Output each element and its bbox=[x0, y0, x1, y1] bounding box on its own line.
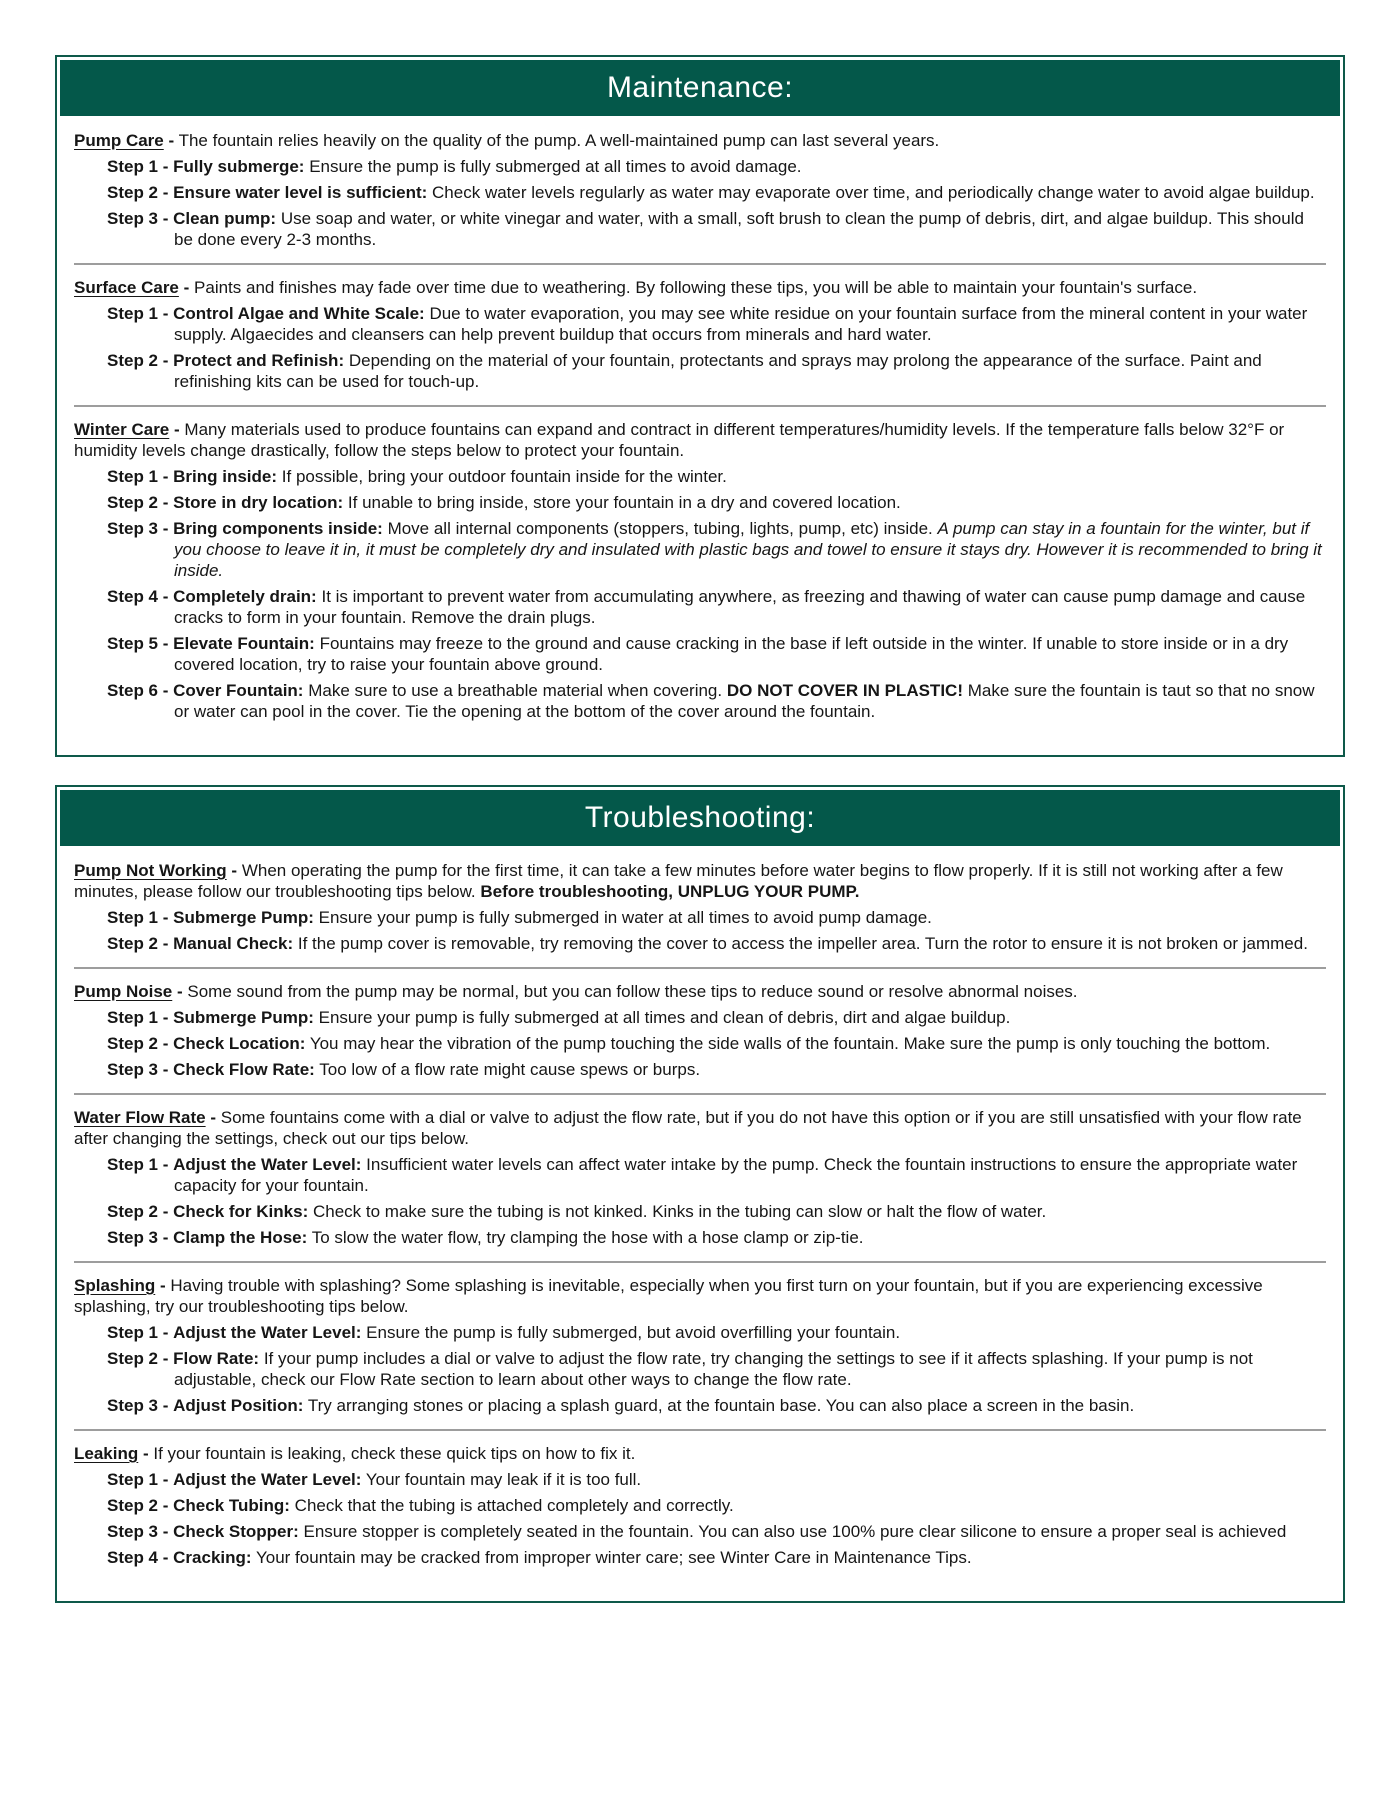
step-number: Step 4 - bbox=[107, 587, 169, 606]
step bbox=[74, 633, 1326, 675]
step-text: Ensure stopper is completely seated in the fountain. You can also use 100% pure clear silicone to ensure a proper seal is achieved bbox=[303, 1522, 1287, 1541]
troubleshooting-title: Troubleshooting: bbox=[584, 801, 816, 834]
step-text: Ensure the pump is fully submerged at all times to avoid damage. bbox=[309, 157, 802, 176]
step-text-italic: A pump can stay in a fountain for the winter, but if you choose to leave it in, it must be completely dry and insulated with plastic bags and towel to ensure it stays dry. However it is recommended to bring it inside. bbox=[174, 519, 1322, 580]
step bbox=[74, 303, 1326, 345]
step-text: Insufficient water levels can affect water intake by the pump. Check the fountain instructions to ensure the appropriate water capacity for your fountain. bbox=[174, 1155, 1298, 1195]
step-number: Step 1 - bbox=[107, 304, 169, 323]
step-text: If your pump includes a dial or valve to adjust the flow rate, try changing the settings to see if it affects splashing. If your pump is not adjustable, check our Flow Rate section to learn about other ways to change the flow rate. bbox=[174, 1349, 1253, 1389]
step bbox=[74, 1521, 1326, 1542]
step-label: Adjust the Water Level: bbox=[173, 1470, 362, 1489]
group-intro bbox=[74, 277, 1326, 298]
divider bbox=[74, 263, 1326, 265]
heading-separator: - bbox=[176, 982, 183, 1001]
step bbox=[74, 933, 1326, 954]
step-text: Due to water evaporation, you may see white residue on your fountain surface from the mineral content in your water supply. Algaecides and cleansers can help prevent buildup that occurs from minerals and hard water. bbox=[174, 304, 1308, 344]
step-text-continued: Make sure the fountain is taut so that no snow or water can pool in the cover. Tie the opening at the bottom of the cover around the fountain. bbox=[174, 681, 1315, 721]
troubleshooting-panel bbox=[55, 785, 1345, 1603]
group-intro bbox=[74, 1275, 1326, 1317]
step-number: Step 2 - bbox=[107, 493, 169, 512]
step-label: Completely drain: bbox=[173, 587, 317, 606]
maintenance-title: Maintenance: bbox=[606, 71, 794, 104]
step-number: Step 2 - bbox=[107, 351, 169, 370]
step-label: Check Flow Rate: bbox=[173, 1060, 315, 1079]
group-winter-care bbox=[74, 419, 1326, 722]
group-intro bbox=[74, 130, 1326, 151]
step-text: To slow the water flow, try clamping the hose with a hose clamp or zip-tie. bbox=[311, 1228, 864, 1247]
step bbox=[74, 1007, 1326, 1028]
group-intro bbox=[74, 1443, 1326, 1464]
maintenance-header-bar bbox=[60, 60, 1340, 116]
step-label: Cover Fountain: bbox=[173, 681, 304, 700]
step-text: Ensure your pump is fully submerged in water at all times to avoid pump damage. bbox=[318, 908, 932, 927]
step-label: Check for Kinks: bbox=[173, 1202, 309, 1221]
step-number: Step 2 - bbox=[107, 1034, 169, 1053]
step-text: Check to make sure the tubing is not kinked. Kinks in the tubing can slow or halt the flow of water. bbox=[312, 1202, 1047, 1221]
step bbox=[74, 1547, 1326, 1568]
step-label: Check Stopper: bbox=[173, 1522, 299, 1541]
step-label: Adjust Position: bbox=[173, 1396, 304, 1415]
step-label: Submerge Pump: bbox=[173, 908, 314, 927]
step-text: Move all internal components (stoppers, tubing, lights, pump, etc) inside. bbox=[387, 519, 933, 538]
group-pump-not-working bbox=[74, 860, 1326, 954]
step-label: Check Location: bbox=[173, 1034, 306, 1053]
step bbox=[74, 1469, 1326, 1490]
step-number: Step 3 - bbox=[107, 1060, 169, 1079]
step-text: Ensure your pump is fully submerged at all times and clean of debris, dirt and algae buildup. bbox=[318, 1008, 1011, 1027]
step-number: Step 3 - bbox=[107, 209, 169, 228]
group-intro-text: When operating the pump for the first time, it can take a few minutes before water begins to flow properly. If it is still not working after a few minutes, please follow our troubleshooting tips below. bbox=[74, 861, 1283, 901]
step bbox=[74, 1322, 1326, 1343]
step-text: Check that the tubing is attached completely and correctly. bbox=[294, 1496, 734, 1515]
group-water-flow-rate bbox=[74, 1107, 1326, 1248]
group-splashing bbox=[74, 1275, 1326, 1416]
step-label: Flow Rate: bbox=[173, 1349, 260, 1368]
group-heading: Water Flow Rate bbox=[74, 1108, 206, 1127]
group-intro-bold: Before troubleshooting, UNPLUG YOUR PUMP. bbox=[480, 882, 860, 901]
step bbox=[74, 907, 1326, 928]
step-label: Adjust the Water Level: bbox=[173, 1155, 362, 1174]
group-intro-text: The fountain relies heavily on the quality of the pump. A well-maintained pump can last several years. bbox=[178, 131, 940, 150]
step-text: Too low of a flow rate might cause spews or burps. bbox=[319, 1060, 701, 1079]
step-number: Step 1 - bbox=[107, 1323, 169, 1342]
heading-separator: - bbox=[183, 278, 190, 297]
step-number: Step 2 - bbox=[107, 1496, 169, 1515]
step bbox=[74, 518, 1326, 581]
step-number: Step 5 - bbox=[107, 634, 169, 653]
step bbox=[74, 1395, 1326, 1416]
step bbox=[74, 586, 1326, 628]
step-number: Step 1 - bbox=[107, 1155, 169, 1174]
step-label: Adjust the Water Level: bbox=[173, 1323, 362, 1342]
step bbox=[74, 1059, 1326, 1080]
step-text: Try arranging stones or placing a splash guard, at the fountain base. You can also place a screen in the basin. bbox=[307, 1396, 1135, 1415]
group-intro bbox=[74, 981, 1326, 1002]
heading-separator: - bbox=[159, 1276, 166, 1295]
step-text: Use soap and water, or white vinegar and water, with a small, soft brush to clean the pump of debris, dirt, and algae buildup. This should be done every 2-3 months. bbox=[174, 209, 1304, 249]
step-number: Step 3 - bbox=[107, 1522, 169, 1541]
step-label: Protect and Refinish: bbox=[173, 351, 345, 370]
step-number: Step 4 - bbox=[107, 1548, 169, 1567]
divider bbox=[74, 1429, 1326, 1431]
step-label: Check Tubing: bbox=[173, 1496, 290, 1515]
step bbox=[74, 1495, 1326, 1516]
divider bbox=[74, 1093, 1326, 1095]
heading-separator: - bbox=[168, 131, 175, 150]
group-heading: Leaking bbox=[74, 1444, 139, 1463]
step-text: If unable to bring inside, store your fountain in a dry and covered location. bbox=[347, 493, 901, 512]
step-label: Store in dry location: bbox=[173, 493, 344, 512]
step-number: Step 6 - bbox=[107, 681, 169, 700]
step bbox=[74, 208, 1326, 250]
step-number: Step 1 - bbox=[107, 467, 169, 486]
step-text: It is important to prevent water from accumulating anywhere, as freezing and thawing of water can cause pump damage and cause cracks to form in your fountain. Remove the drain plugs. bbox=[174, 587, 1306, 627]
step-label: Bring components inside: bbox=[173, 519, 383, 538]
step-text: Depending on the material of your fountain, protectants and sprays may prolong the appearance of the surface. Paint and refinishing kits can be used for touch-up. bbox=[174, 351, 1262, 391]
heading-separator: - bbox=[174, 420, 180, 439]
group-heading: Pump Care bbox=[74, 131, 164, 150]
group-intro-text: Having trouble with splashing? Some splashing is inevitable, especially when you first turn on your fountain, but if you are experiencing excessive splashing, try our troubleshooting tips below. bbox=[74, 1276, 1263, 1316]
heading-separator: - bbox=[142, 1444, 149, 1463]
step bbox=[74, 492, 1326, 513]
step-number: Step 1 - bbox=[107, 1470, 169, 1489]
step bbox=[74, 1227, 1326, 1248]
group-leaking bbox=[74, 1443, 1326, 1568]
step-text: Your fountain may be cracked from improper winter care; see Winter Care in Maintenance Tips. bbox=[255, 1548, 972, 1567]
group-heading: Winter Care bbox=[74, 420, 170, 439]
step-label: Bring inside: bbox=[173, 467, 278, 486]
heading-separator: - bbox=[231, 861, 238, 880]
step-label: Ensure water level is sufficient: bbox=[173, 183, 428, 202]
step-text: Check water levels regularly as water may evaporate over time, and periodically change water to avoid algae buildup. bbox=[432, 183, 1315, 202]
step-label: Manual Check: bbox=[173, 934, 294, 953]
step-number: Step 2 - bbox=[107, 183, 169, 202]
group-heading: Surface Care bbox=[74, 278, 179, 297]
step bbox=[74, 1033, 1326, 1054]
step bbox=[74, 156, 1326, 177]
troubleshooting-content bbox=[60, 846, 1340, 1598]
step-text: You may hear the vibration of the pump touching the side walls of the fountain. Make sure the pump is only touching the bottom. bbox=[309, 1034, 1271, 1053]
group-intro bbox=[74, 860, 1326, 902]
troubleshooting-header-bar bbox=[60, 790, 1340, 846]
group-heading: Splashing bbox=[74, 1276, 156, 1295]
step bbox=[74, 466, 1326, 487]
step-text-bold: DO NOT COVER IN PLASTIC! bbox=[726, 681, 963, 700]
group-intro-text: Some fountains come with a dial or valve to adjust the flow rate, but if you do not have this option or if you are still unsatisfied with your flow rate after changing the settings, check out our tips below. bbox=[74, 1108, 1302, 1148]
step-text: Fountains may freeze to the ground and cause cracking in the base if left outside in the winter. If unable to store inside or in a dry covered location, try to raise your fountain above ground. bbox=[174, 634, 1289, 674]
group-pump-care bbox=[74, 130, 1326, 250]
step bbox=[74, 1348, 1326, 1390]
step-number: Step 1 - bbox=[107, 908, 169, 927]
step-text: If the pump cover is removable, try removing the cover to access the impeller area. Turn the rotor to ensure it is not broken or jammed. bbox=[297, 934, 1308, 953]
group-intro-text: Paints and finishes may fade over time due to weathering. By following these tips, you will be able to maintain your fountain's surface. bbox=[194, 278, 1198, 297]
step-number: Step 3 - bbox=[107, 1228, 169, 1247]
group-intro bbox=[74, 419, 1326, 461]
step-number: Step 3 - bbox=[107, 1396, 169, 1415]
maintenance-content bbox=[60, 116, 1340, 752]
step bbox=[74, 350, 1326, 392]
step-number: Step 2 - bbox=[107, 1349, 169, 1368]
step bbox=[74, 1154, 1326, 1196]
step-number: Step 2 - bbox=[107, 934, 169, 953]
step bbox=[74, 182, 1326, 203]
group-intro-text: Many materials used to produce fountains can expand and contract in different temperatures/humidity levels. If the temperature falls below 32°F or humidity levels change drastically, follow the steps below to protect your fountain. bbox=[74, 420, 1285, 460]
divider bbox=[74, 1261, 1326, 1263]
group-surface-care bbox=[74, 277, 1326, 392]
step-number: Step 1 - bbox=[107, 1008, 169, 1027]
step-label: Submerge Pump: bbox=[173, 1008, 314, 1027]
group-intro-text: Some sound from the pump may be normal, but you can follow these tips to reduce sound or resolve abnormal noises. bbox=[187, 982, 1078, 1001]
step-number: Step 1 - bbox=[107, 157, 169, 176]
step-number: Step 3 - bbox=[107, 519, 169, 538]
divider bbox=[74, 405, 1326, 407]
step-label: Clamp the Hose: bbox=[173, 1228, 308, 1247]
step-text: Make sure to use a breathable material when covering. bbox=[308, 681, 723, 700]
step-text: Ensure the pump is fully submerged, but avoid overfilling your fountain. bbox=[366, 1323, 901, 1342]
group-intro bbox=[74, 1107, 1326, 1149]
step-text: Your fountain may leak if it is too full. bbox=[365, 1470, 642, 1489]
step-label: Elevate Fountain: bbox=[173, 634, 315, 653]
step-text: If possible, bring your outdoor fountain inside for the winter. bbox=[281, 467, 727, 486]
step bbox=[74, 1201, 1326, 1222]
step-label: Cracking: bbox=[173, 1548, 252, 1567]
step-number: Step 2 - bbox=[107, 1202, 169, 1221]
step bbox=[74, 680, 1326, 722]
divider bbox=[74, 967, 1326, 969]
group-heading: Pump Noise bbox=[74, 982, 173, 1001]
heading-separator: - bbox=[210, 1108, 217, 1127]
maintenance-panel bbox=[55, 55, 1345, 757]
group-pump-noise bbox=[74, 981, 1326, 1080]
step-label: Control Algae and White Scale: bbox=[173, 304, 425, 323]
step-label: Fully submerge: bbox=[173, 157, 305, 176]
group-intro-text: If your fountain is leaking, check these quick tips on how to fix it. bbox=[153, 1444, 636, 1463]
step-label: Clean pump: bbox=[173, 209, 277, 228]
group-heading: Pump Not Working bbox=[74, 861, 227, 880]
